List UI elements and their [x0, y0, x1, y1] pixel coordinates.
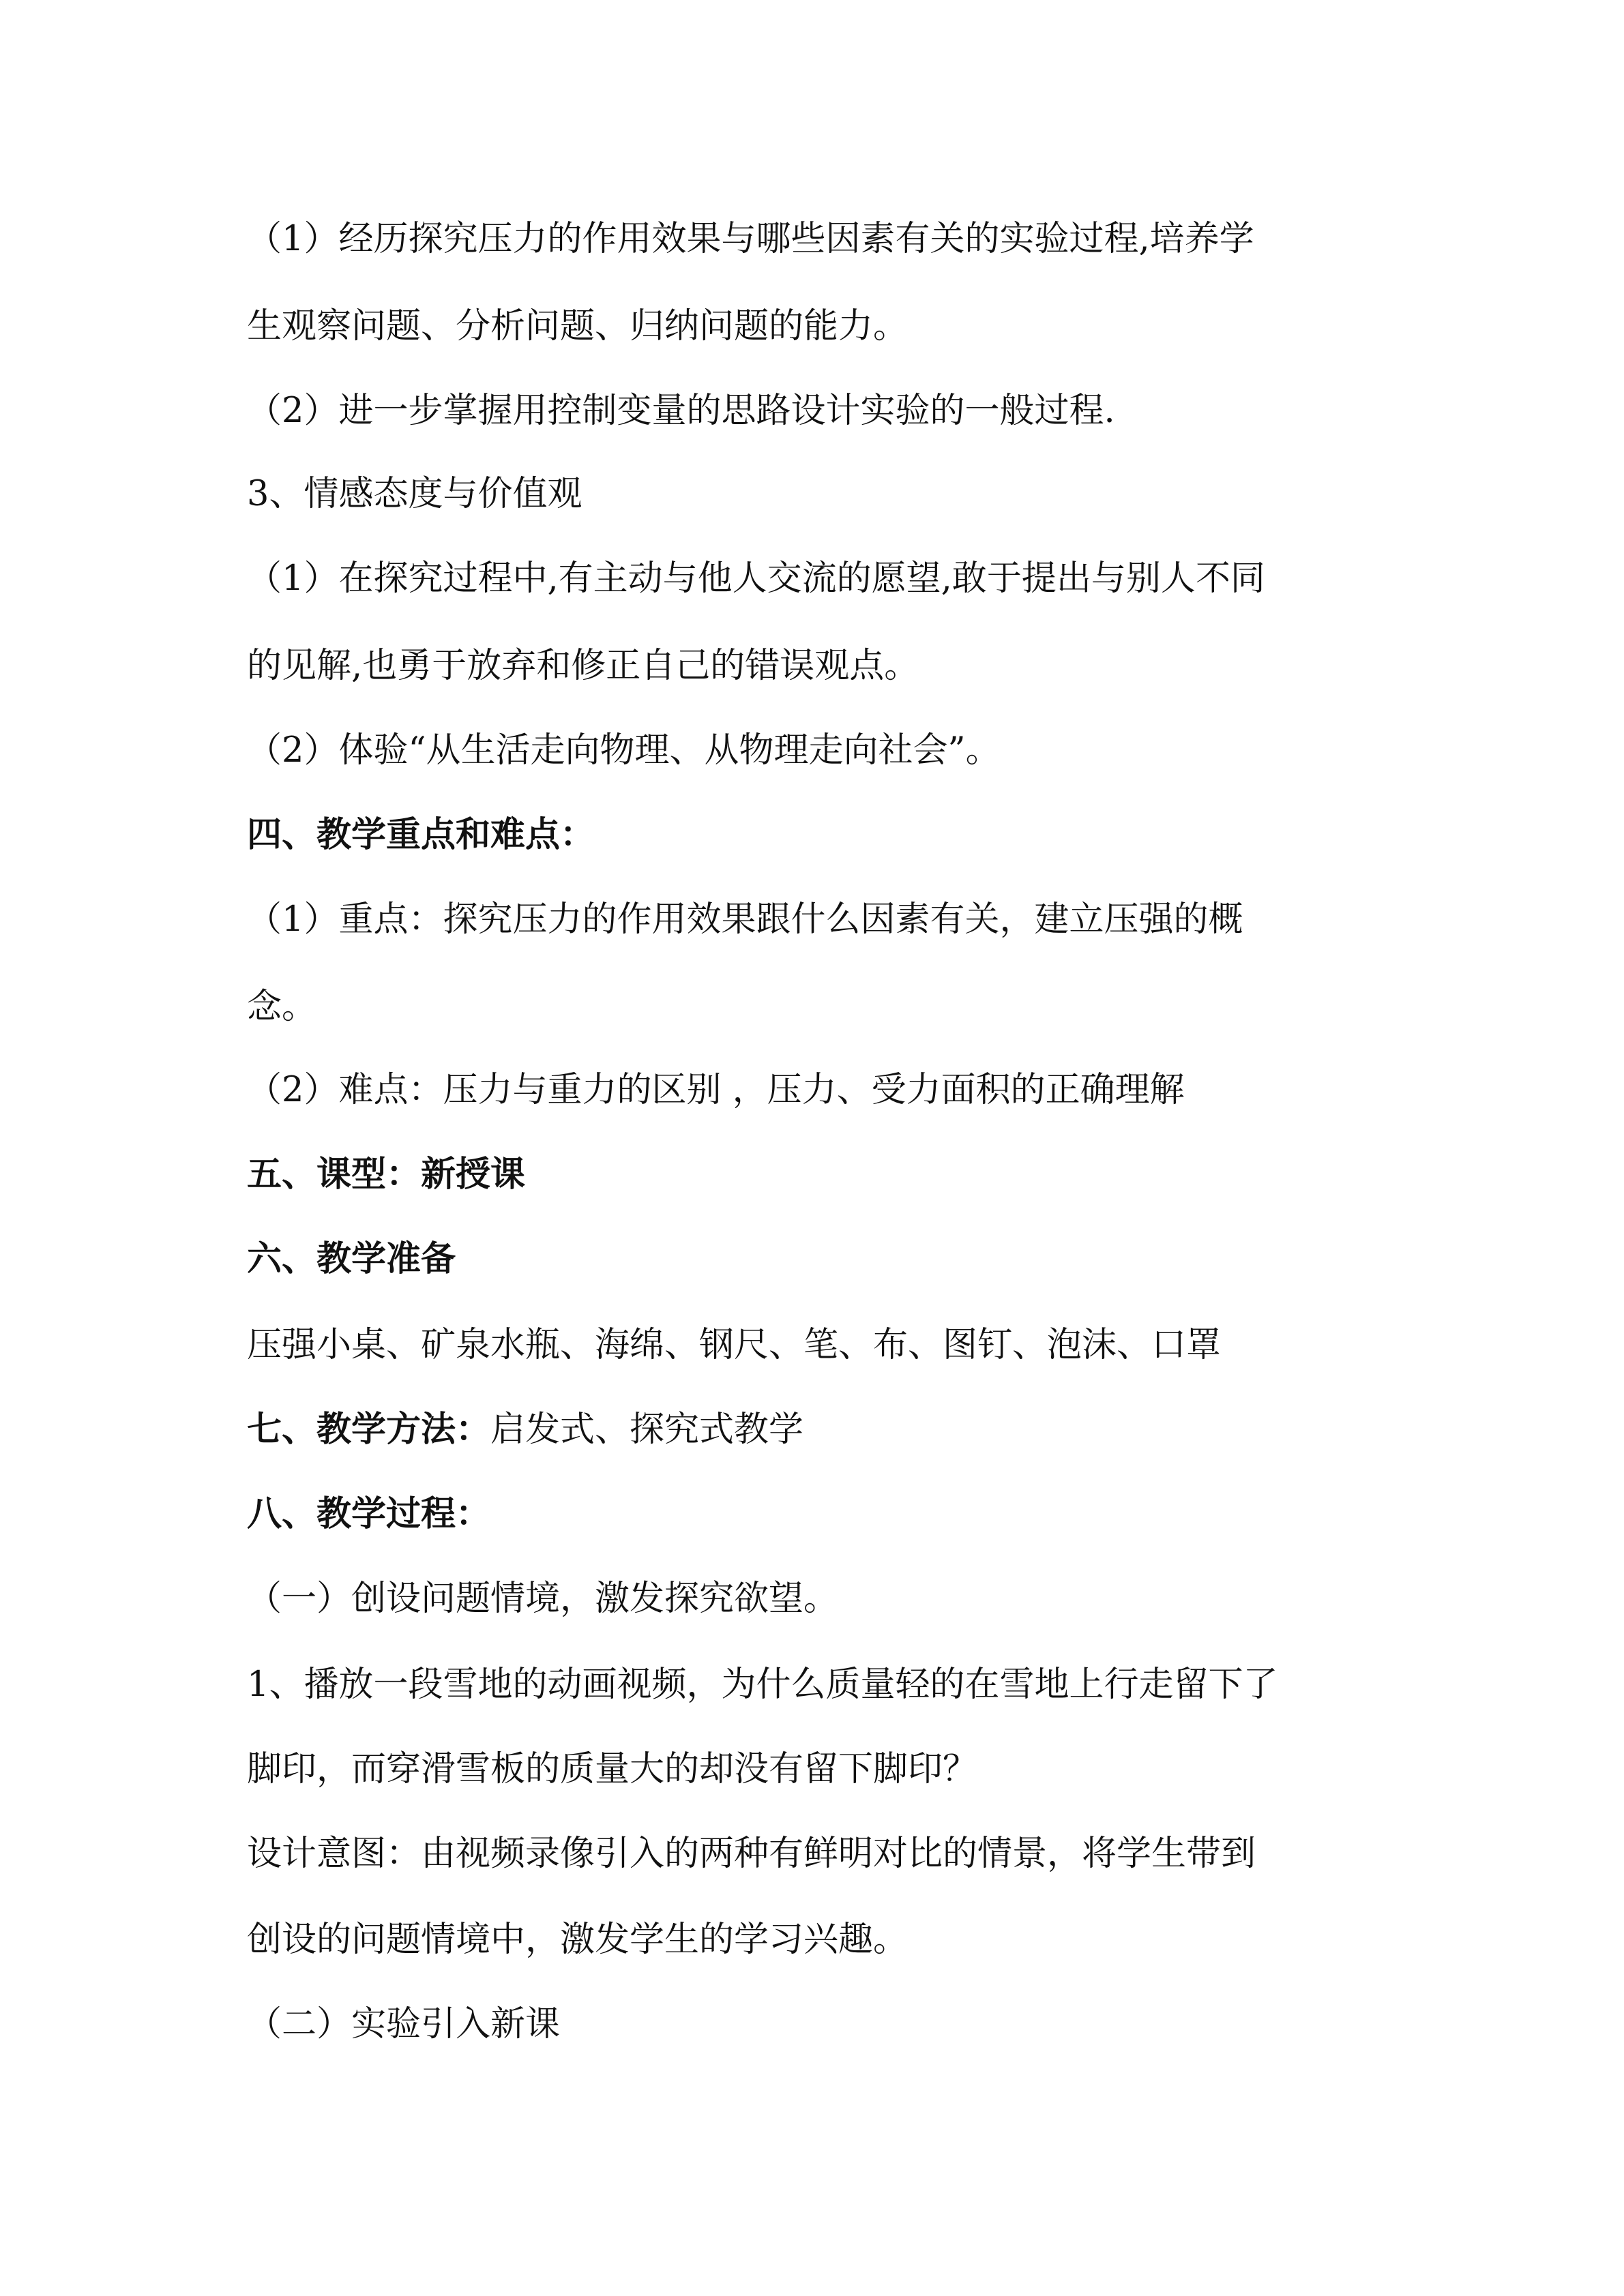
- paragraph-line: 脚印，而穿滑雪板的质量大的却没有留下脚印？: [247, 1749, 978, 1789]
- subsection-heading: （二）实验引入新课: [247, 2004, 561, 2044]
- section-heading: 五、课型：新授课: [247, 1154, 526, 1195]
- section-heading-mixed: [247, 1409, 803, 1451]
- paragraph-line: （1）经历探究压力的作用效果与哪些因素有关的实验过程,培养学: [247, 219, 1254, 259]
- section-heading: 八、教学过程：: [247, 1494, 491, 1534]
- paragraph-line: （1）重点：探究压力的作用效果跟什么因素有关，建立压强的概: [247, 899, 1243, 940]
- paragraph-line: 生观察问题、分析问题、归纳问题的能力。: [247, 306, 909, 346]
- section-heading-value: 启发式、探究式教学: [490, 1410, 804, 1450]
- section-heading: 六、教学准备: [247, 1239, 456, 1279]
- paragraph-line: 创设的问题情境中，激发学生的学习兴趣。: [247, 1920, 909, 1960]
- subsection-heading: （一）创设问题情境，激发探究欲望。: [247, 1579, 839, 1619]
- paragraph-line: 念。: [247, 987, 317, 1027]
- paragraph-line: 1、播放一段雪地的动画视频，为什么质量轻的在雪地上行走留下了: [247, 1665, 1278, 1705]
- paragraph-line: （2）体验“从生活走向物理、从物理走向社会”。: [247, 730, 1001, 771]
- subheading-line: 3、情感态度与价值观: [247, 474, 582, 514]
- paragraph-line: 的见解,也勇于放弃和修正自己的错误观点。: [247, 646, 919, 686]
- paragraph-line: （1）在探究过程中,有主动与他人交流的愿望,敢于提出与别人不同: [247, 558, 1265, 599]
- paragraph-line: 设计意图：由视频录像引入的两种有鲜明对比的情景，将学生带到: [247, 1834, 1256, 1874]
- section-heading-label: 七、教学方法：: [247, 1410, 491, 1450]
- paragraph-line: 压强小桌、矿泉水瓶、海绵、钢尺、笔、布、图钉、泡沫、口罩: [247, 1325, 1222, 1365]
- paragraph-line: （2）进一步掌握用控制变量的思路设计实验的一般过程.: [247, 391, 1115, 431]
- section-heading: 四、教学重点和难点：: [247, 815, 595, 855]
- paragraph-line: （2）难点：压力与重力的区别 ，压力、受力面积的正确理解: [247, 1070, 1185, 1110]
